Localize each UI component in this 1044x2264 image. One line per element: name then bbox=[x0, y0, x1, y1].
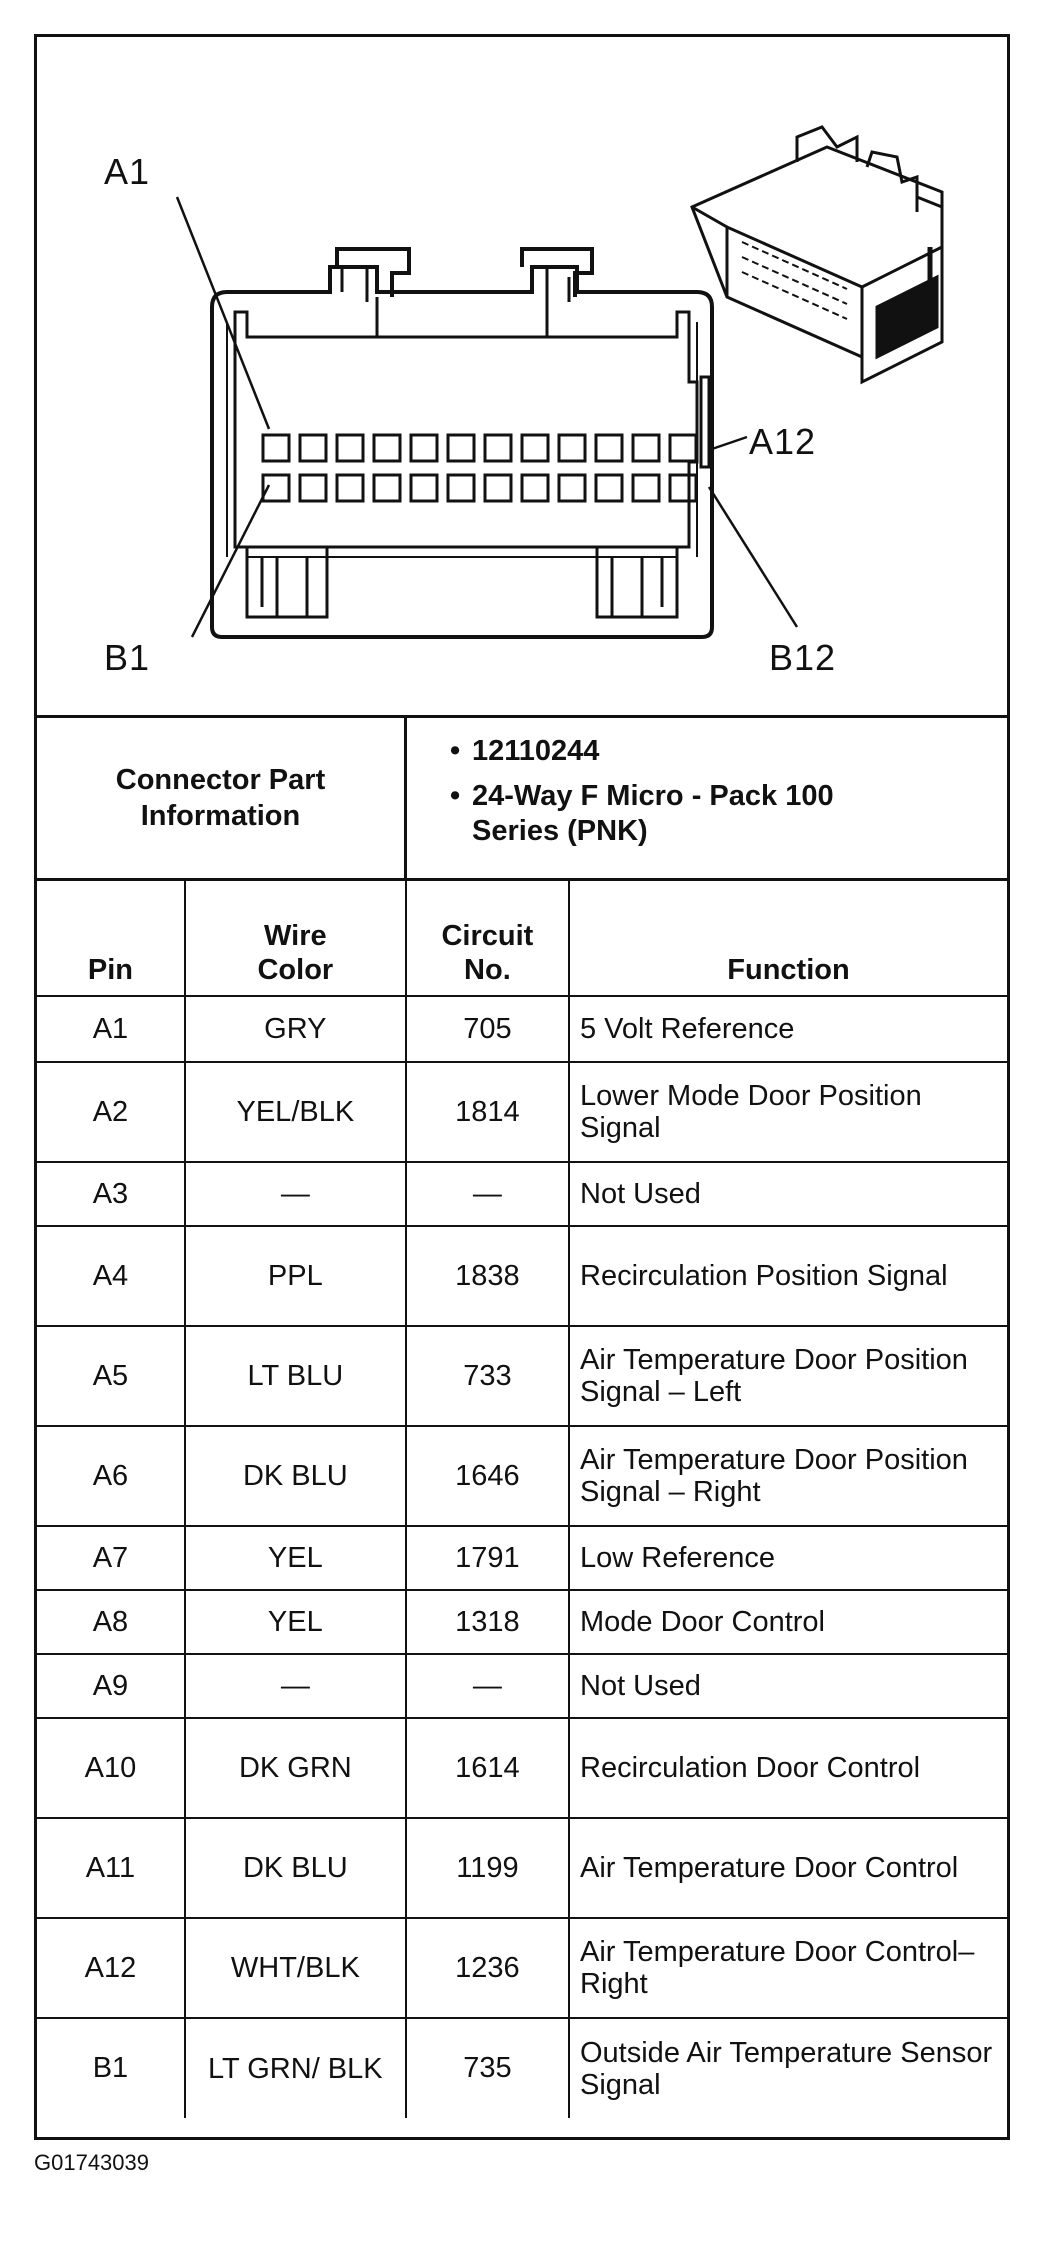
pin-cavity bbox=[670, 475, 696, 501]
connector-info-heading: Connector Part Information bbox=[37, 718, 407, 878]
cell-pin: A8 bbox=[37, 1590, 185, 1654]
cell-wire-color: YEL bbox=[185, 1526, 406, 1590]
a1-leader bbox=[177, 197, 269, 429]
cell-function: Air Temperature Door Control bbox=[569, 1818, 1007, 1918]
header-function: Function bbox=[569, 881, 1007, 996]
cell-function: Air Temperature Door Position Signal – Left bbox=[569, 1326, 1007, 1426]
cell-pin: A7 bbox=[37, 1526, 185, 1590]
pin-cavity-grid bbox=[263, 435, 696, 501]
pin-cavity bbox=[337, 435, 363, 461]
cell-pin: A5 bbox=[37, 1326, 185, 1426]
pin-cavity bbox=[485, 435, 511, 461]
pin-cavity bbox=[448, 475, 474, 501]
pin-label-b1: B1 bbox=[104, 637, 151, 678]
connector-info-details bbox=[410, 718, 1007, 878]
cell-circuit-no: — bbox=[406, 1162, 569, 1226]
pin-cavity bbox=[411, 435, 437, 461]
cell-function: Recirculation Position Signal bbox=[569, 1226, 1007, 1326]
header-pin: Pin bbox=[37, 881, 185, 996]
cell-function: Not Used bbox=[569, 1654, 1007, 1718]
table-row bbox=[37, 996, 1007, 1062]
pin-cavity bbox=[596, 475, 622, 501]
cell-pin: A3 bbox=[37, 1162, 185, 1226]
cell-circuit-no: 1236 bbox=[406, 1918, 569, 2018]
housing-outline bbox=[212, 267, 712, 637]
cell-circuit-no: 705 bbox=[406, 996, 569, 1062]
pin-label-a12: A12 bbox=[749, 421, 817, 462]
a12-leader bbox=[709, 437, 747, 450]
cell-wire-color: GRY bbox=[185, 996, 406, 1062]
left-latch bbox=[337, 249, 409, 297]
cell-function: Outside Air Temperature Sensor Signal bbox=[569, 2018, 1007, 2118]
connector-part-information bbox=[37, 718, 1007, 881]
cell-function: Mode Door Control bbox=[569, 1590, 1007, 1654]
cell-circuit-no: 1646 bbox=[406, 1426, 569, 1526]
cell-pin: A10 bbox=[37, 1718, 185, 1818]
connector-type: • 24-Way F Micro - Pack 100 Series (PNK) bbox=[450, 779, 912, 849]
table-row bbox=[37, 1326, 1007, 1426]
cell-wire-color: WHT/BLK bbox=[185, 1918, 406, 2018]
cell-wire-color: LT BLU bbox=[185, 1326, 406, 1426]
cell-pin: A4 bbox=[37, 1226, 185, 1326]
table-row bbox=[37, 1162, 1007, 1226]
cell-circuit-no: 1814 bbox=[406, 1062, 569, 1162]
cell-function: Not Used bbox=[569, 1162, 1007, 1226]
cell-wire-color: YEL bbox=[185, 1590, 406, 1654]
figure-id: G01743039 bbox=[34, 2150, 149, 2175]
header-wire-color: Wire Color bbox=[185, 881, 406, 996]
pin-cavity bbox=[374, 475, 400, 501]
pin-cavity bbox=[263, 435, 289, 461]
pin-cavity bbox=[522, 435, 548, 461]
cell-wire-color: DK GRN bbox=[185, 1718, 406, 1818]
pin-cavity bbox=[522, 475, 548, 501]
cell-wire-color: LT GRN/ BLK bbox=[185, 2018, 406, 2118]
pin-label-a1: A1 bbox=[104, 151, 151, 192]
cell-circuit-no: 1838 bbox=[406, 1226, 569, 1326]
cell-circuit-no: 1318 bbox=[406, 1590, 569, 1654]
pin-cavity bbox=[300, 435, 326, 461]
cell-circuit-no: 1791 bbox=[406, 1526, 569, 1590]
pin-cavity bbox=[411, 475, 437, 501]
pin-cavity bbox=[300, 475, 326, 501]
cell-function: Lower Mode Door Position Signal bbox=[569, 1062, 1007, 1162]
pin-cavity bbox=[596, 435, 622, 461]
pin-cavity bbox=[448, 435, 474, 461]
pin-cavity bbox=[485, 475, 511, 501]
cell-wire-color: YEL/BLK bbox=[185, 1062, 406, 1162]
connector-diagram bbox=[37, 37, 1007, 718]
table-header-row bbox=[37, 881, 1007, 996]
table-row bbox=[37, 1526, 1007, 1590]
cell-pin: A11 bbox=[37, 1818, 185, 1918]
pin-cavity bbox=[374, 435, 400, 461]
cell-wire-color: DK BLU bbox=[185, 1426, 406, 1526]
cell-circuit-no: 1614 bbox=[406, 1718, 569, 1818]
cell-wire-color: — bbox=[185, 1654, 406, 1718]
pin-cavity bbox=[633, 475, 659, 501]
table-row bbox=[37, 1654, 1007, 1718]
cell-circuit-no: 1199 bbox=[406, 1818, 569, 1918]
cell-pin: B1 bbox=[37, 2018, 185, 2118]
cell-function: Low Reference bbox=[569, 1526, 1007, 1590]
header-circuit-no: Circuit No. bbox=[406, 881, 569, 996]
table-row bbox=[37, 1590, 1007, 1654]
cell-function: Air Temperature Door Control–Right bbox=[569, 1918, 1007, 2018]
pin-cavity bbox=[559, 475, 585, 501]
pin-cavity bbox=[633, 435, 659, 461]
pinout-table bbox=[37, 881, 1007, 2118]
b1-leader bbox=[192, 485, 269, 637]
pin-cavity bbox=[670, 435, 696, 461]
connector-sheet bbox=[34, 34, 1010, 2140]
cell-pin: A6 bbox=[37, 1426, 185, 1526]
cell-wire-color: DK BLU bbox=[185, 1818, 406, 1918]
b12-leader bbox=[709, 487, 797, 627]
cell-pin: A9 bbox=[37, 1654, 185, 1718]
part-number: • 12110244 bbox=[450, 734, 1007, 769]
pin-label-b12: B12 bbox=[769, 637, 837, 678]
side-key bbox=[701, 377, 709, 467]
table-row bbox=[37, 1718, 1007, 1818]
pin-cavity bbox=[559, 435, 585, 461]
cell-wire-color: — bbox=[185, 1162, 406, 1226]
table-row bbox=[37, 1226, 1007, 1326]
connector-isometric-illustration bbox=[692, 127, 942, 382]
cell-circuit-no: 733 bbox=[406, 1326, 569, 1426]
table-row bbox=[37, 2018, 1007, 2118]
table-row bbox=[37, 1818, 1007, 1918]
connector-face-drawing bbox=[37, 37, 1007, 715]
cell-function: Recirculation Door Control bbox=[569, 1718, 1007, 1818]
cell-pin: A1 bbox=[37, 996, 185, 1062]
table-row bbox=[37, 1426, 1007, 1526]
cell-circuit-no: 735 bbox=[406, 2018, 569, 2118]
table-row bbox=[37, 1918, 1007, 2018]
inner-cavity bbox=[235, 312, 697, 547]
cell-function: 5 Volt Reference bbox=[569, 996, 1007, 1062]
table-row bbox=[37, 1062, 1007, 1162]
cell-pin: A12 bbox=[37, 1918, 185, 2018]
pin-cavity bbox=[337, 475, 363, 501]
cell-wire-color: PPL bbox=[185, 1226, 406, 1326]
cell-pin: A2 bbox=[37, 1062, 185, 1162]
cell-function: Air Temperature Door Position Signal – Right bbox=[569, 1426, 1007, 1526]
cell-circuit-no: — bbox=[406, 1654, 569, 1718]
